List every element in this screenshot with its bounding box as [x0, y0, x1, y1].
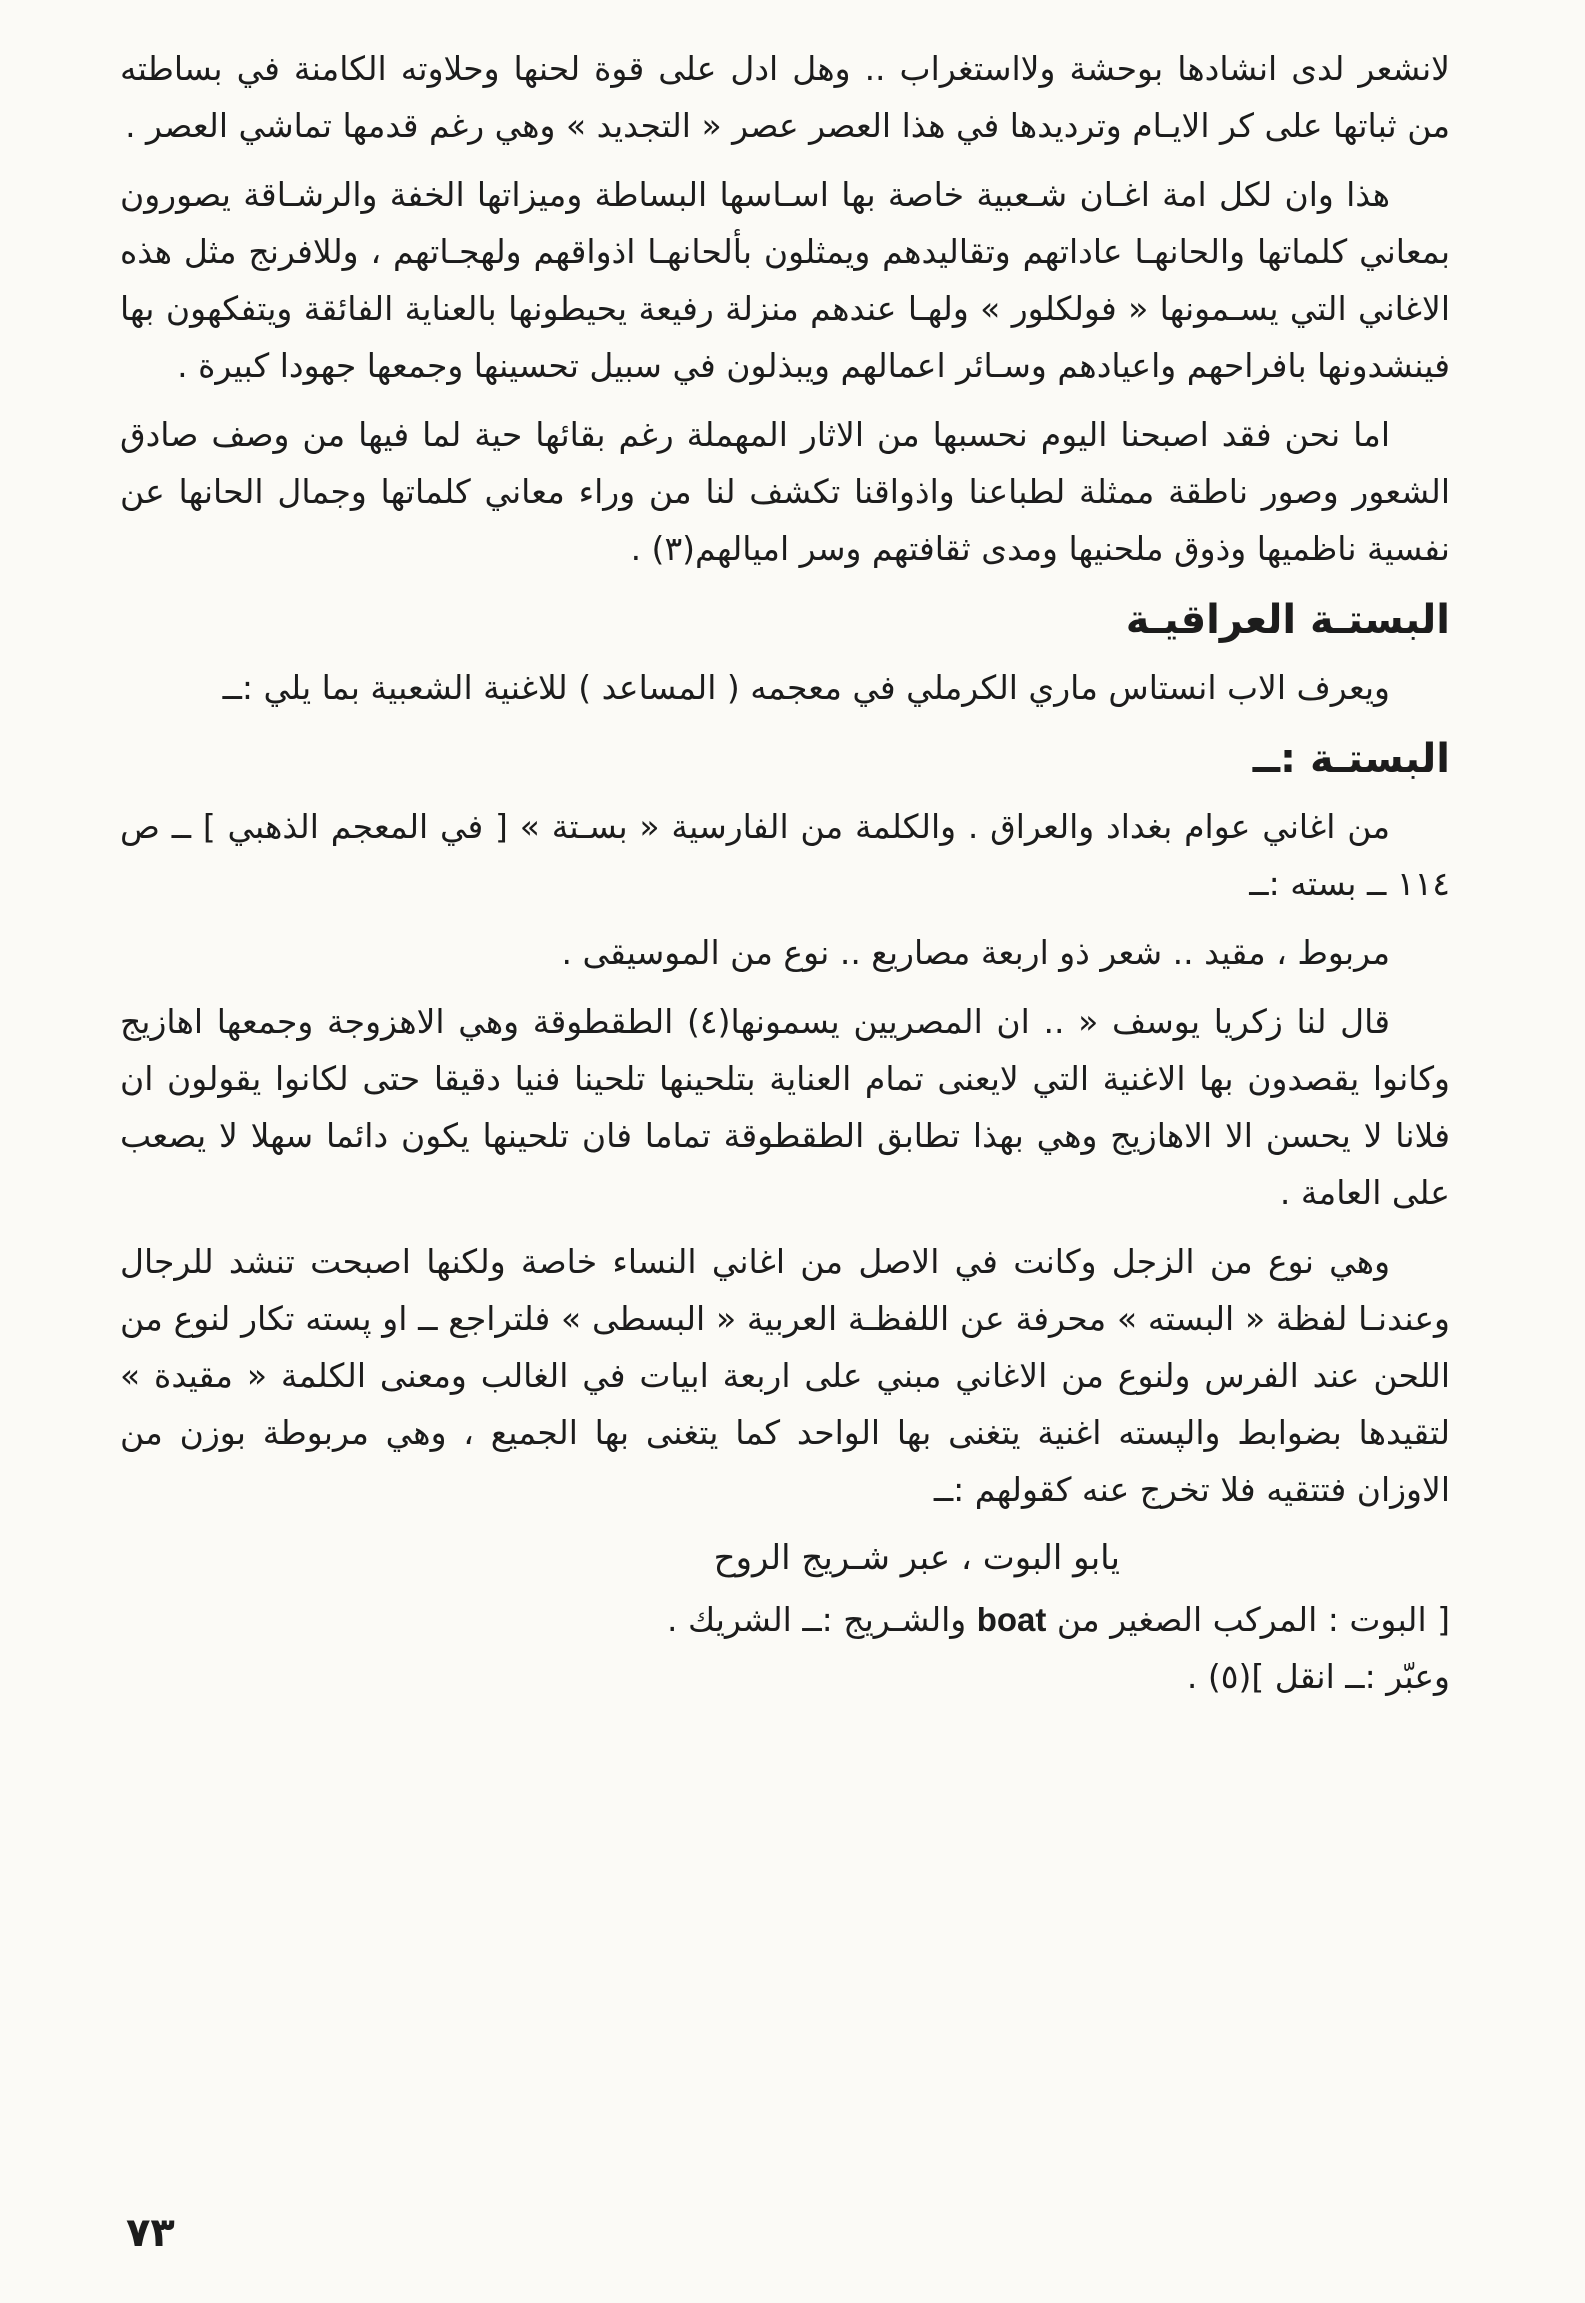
book-page	[120, 40, 1450, 2270]
paragraph: هذا وان لكل امة اغـان شـعبية خاصة بها اسـاسها البساطة وميزاتها الخفة والرشـاقة يصورون بمعاني كلماتها والحانهـا عاداتهم وتقاليدهم ويمثلون بألحانهـا اذواقهم ولهجـاتهم ، وللافرنج مثل هذه الاغاني التي يسـمونها « فولكلور » ولهـا عندهم منزلة رفيعة يحيطونها بالعناية الفائقة ويتفكهون بها فينشدونها بافراحهم واعيادهم وسـائر اعمالهم ويبذلون في سبيل تحسينها وجمعها جهودا كبيرة .	[120, 175, 1450, 385]
verse-line: يابو البوت ، عبر شـريج الروح	[713, 1538, 1120, 1578]
note-text: [ البوت : المركب الصغير من	[1056, 1600, 1450, 1639]
note-text: والشـريج :ــ الشريك .	[666, 1600, 967, 1639]
paragraph: قال لنا زكريا يوسف « .. ان المصريين يسمونها(٤) الطقطوقة وهي الاهزوجة وجمعها اهازيج وكانوا يقصدون بها الاغنية التي لايعنى تمام العناية بتلحينها تلحينا فنيا دقيقا حتى لكانوا يقولون ان فلانا لا يحسن الا الاهازيج وهي بهذا تطابق الطقطوقة تماما فان تلحينها يكون دائما سهلا لا يصعب على العامة .	[120, 1002, 1450, 1212]
paragraph: اما نحن فقد اصبحنا اليوم نحسبها من الاثار المهملة رغم بقائها حية لما فيها من وصف صادق الشعور وصور ناطقة ممثلة لطباعنا واذواقنا تكشف لنا من وراء معاني كلماتها وجمال الحانها عن نفسية ناظميها وذوق ملحنيها ومدى ثقافتهم وسر اميالهم(٣) .	[120, 415, 1450, 568]
section-heading: البستـة العراقيـة	[1125, 597, 1450, 643]
paragraph: ويعرف الاب انستاس ماري الكرملي في معجمه ( المساعد ) للاغنية الشعبية بما يلي :ــ	[222, 668, 1390, 707]
subsection-heading: البستـة :ــ	[1252, 736, 1450, 782]
note-line: وعبّر :ــ انقل ](٥) .	[1186, 1657, 1450, 1696]
paragraph: من اغاني عوام بغداد والعراق . والكلمة من الفارسية « بسـتة » [ في المعجم الذهبي ] ــ ص ١١٤ ــ بسته :ــ	[120, 807, 1450, 903]
latin-word: boat	[976, 1601, 1047, 1638]
paragraph: مربوط ، مقيد .. شعر ذو اربعة مصاريع .. نوع من الموسيقى .	[561, 933, 1390, 972]
paragraph: وهي نوع من الزجل وكانت في الاصل من اغاني النساء خاصة ولكنها اصبحت تنشد للرجال وعندنـا لفظة « البسته » محرفة عن اللفظـة العربية « البسطى » فلتراجع ــ او پسته تكار لنوع من اللحن عند الفرس ولنوع من الاغاني مبني على اربعة ابيات في الغالب ومعنى الكلمة « مقيدة » لتقيدها بضوابط والپسته اغنية يتغنى بها الواحد كما يتغنى بها الجميع ، وهي مربوطة بوزن من الاوزان فتتقيه فلا تخرج عنه كقولهم :ــ	[120, 1242, 1450, 1509]
page-number: ٧٣	[126, 2210, 175, 2256]
note-line	[120, 1591, 1450, 1648]
paragraph: لانشعر لدى انشادها بوحشة ولااستغراب .. وهل ادل على قوة لحنها وحلاوته الكامنة في بساطته من ثباتها على كر الايـام وترديدها في هذا العصر عصر « التجديد » وهي رغم قدمها تماشي العصر .	[120, 49, 1450, 145]
